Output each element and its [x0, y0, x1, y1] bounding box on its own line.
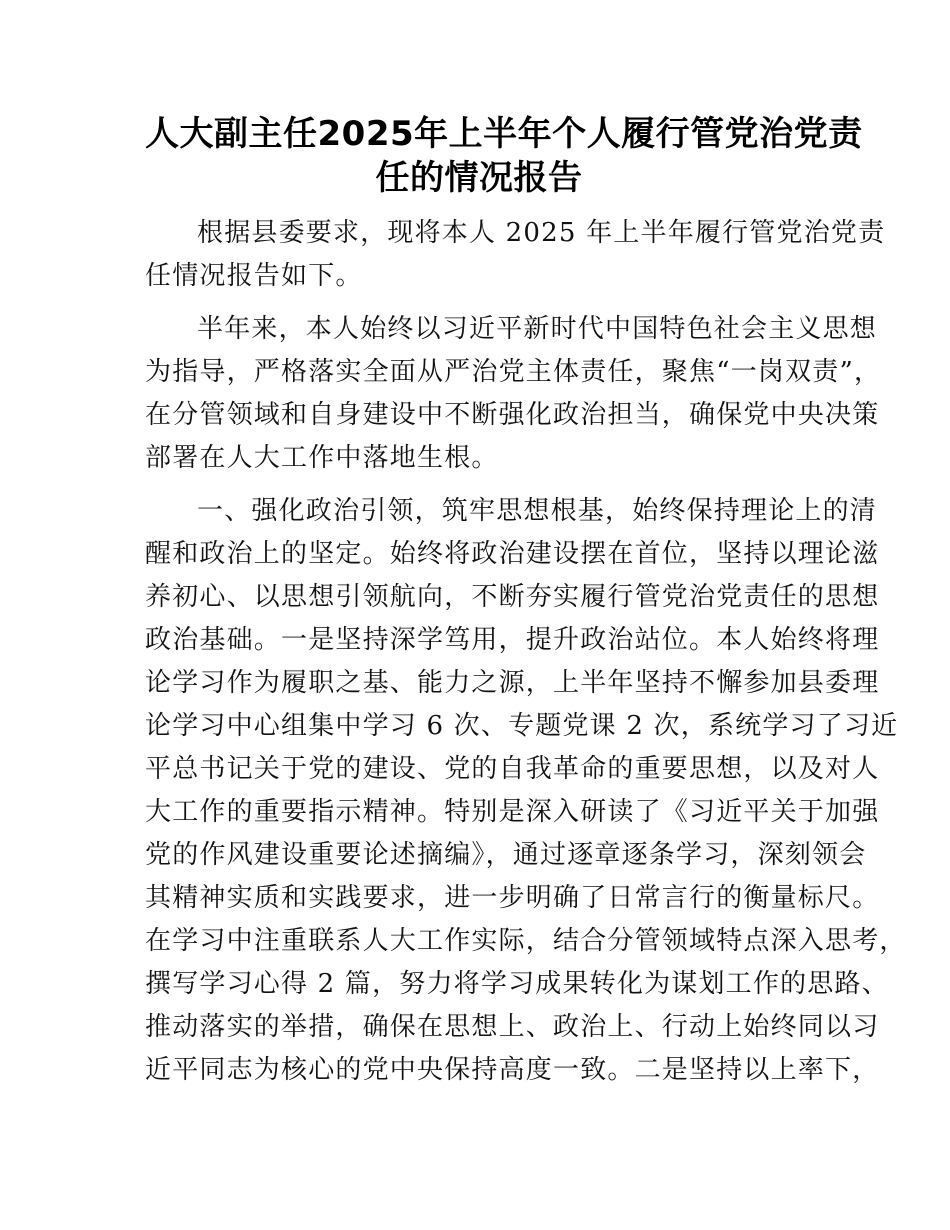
- text-line: 一、强化政治引领，筑牢思想根基，始终保持理论上的清: [197, 496, 878, 526]
- document-title: [145, 112, 863, 200]
- text-line: 论学习中心组集中学习 6 次、专题党课 2 次，系统学习了习近: [145, 711, 899, 741]
- text-line: 在学习中注重联系人大工作实际，结合分管领域特点深入思考，: [145, 926, 907, 956]
- text-line: 其精神实质和实践要求，进一步明确了日常言行的衡量标尺。: [145, 883, 880, 913]
- text-line: 平总书记关于党的建设、党的自我革命的重要思想，以及对人: [145, 754, 880, 784]
- text-line: 撰写学习心得 2 篇，努力将学习成果转化为谋划工作的思路、: [145, 969, 889, 999]
- paragraph-overview: [145, 308, 882, 480]
- text-line: 在分管领域和自身建设中不断强化政治担当，确保党中央决策: [145, 400, 880, 430]
- text-line: 养初心、以思想引领航向，不断夯实履行管党治党责任的思想: [145, 582, 880, 612]
- text-line: 根据县委要求，现将本人 2025 年上半年履行管党治党责: [197, 218, 886, 248]
- text-line: 任情况报告如下。: [145, 261, 363, 291]
- text-line: 近平同志为核心的党中央保持高度一致。二是坚持以上率下，: [145, 1055, 880, 1085]
- paragraph-intro: [145, 212, 886, 298]
- text-line: 半年来，本人始终以习近平新时代中国特色社会主义思想: [197, 314, 878, 344]
- title-line: 人大副主任2025年上半年个人履行管党治党责: [145, 114, 863, 154]
- text-line: 大工作的重要指示精神。特别是深入研读了《习近平关于加强: [145, 797, 880, 827]
- text-line: 部署在人大工作中落地生根。: [145, 443, 499, 473]
- text-line: 政治基础。一是坚持深学笃用，提升政治站位。本人始终将理: [145, 625, 880, 655]
- document-page: [145, 112, 907, 1092]
- text-line: 党的作风建设重要论述摘编》，通过逐章逐条学习，深刻领会: [145, 840, 867, 870]
- paragraph-section-one: [145, 490, 907, 1092]
- text-line: 醒和政治上的坚定。始终将政治建设摆在首位，坚持以理论滋: [145, 539, 880, 569]
- text-line: 论学习作为履职之基、能力之源，上半年坚持不懈参加县委理: [145, 668, 880, 698]
- title-line: 任的情况报告: [375, 158, 583, 198]
- text-line: 为指导，严格落实全面从严治党主体责任，聚焦“一岗双责”，: [145, 357, 882, 387]
- text-line: 推动落实的举措，确保在思想上、政治上、行动上始终同以习: [145, 1012, 880, 1042]
